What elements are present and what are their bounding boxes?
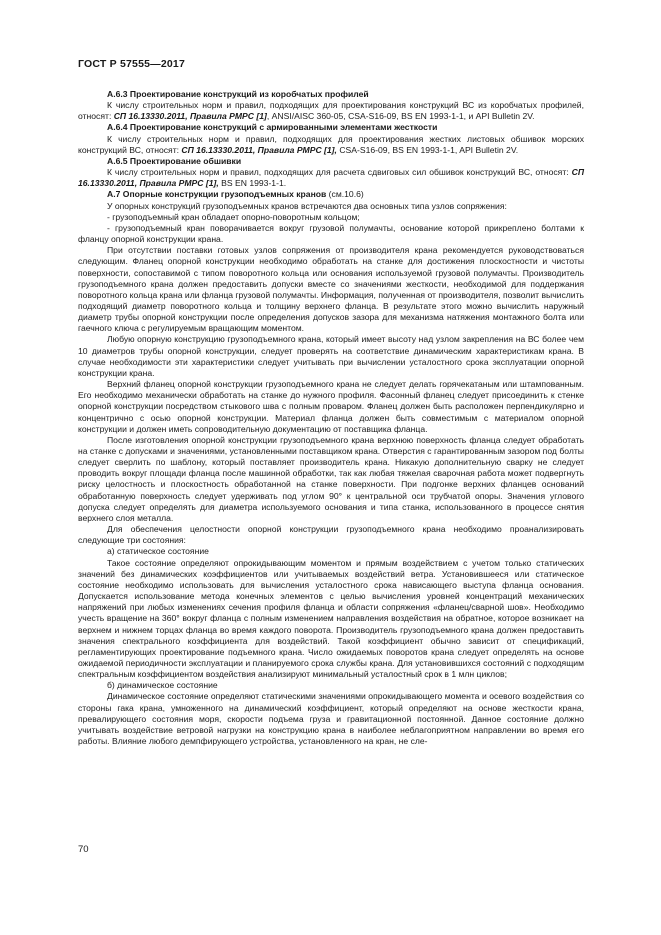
list-item: - грузоподъемный кран обладает опорно-поворотным кольцом; [107,211,360,222]
paragraph-a65: К числу строительных норм и правил, подходящих для расчета сдвиговых сил обшивок конструкций ВС, относят: СП 16.13330.2011, Правила РМРС [1], BS EN 1993-1-1. [78,167,584,189]
paragraph: Для обеспечения целостности опорной конструкции грузоподъемного крана необходимо проанализировать следующие три состояния: [78,524,584,546]
norm-refs: СП 16.13330.2011, Правила РМРС [1] [113,111,267,122]
section-heading-a63: А.6.3 Проектирование конструкций из коробчатых профилей [107,89,369,99]
paragraph: Любую опорную конструкцию грузоподъемного крана, который имеет высоту над узлом закрепления на ВС более чем 10 диаметров трубы опорной конструкции, следует проверять на соответствие динамическим характеристикам крана. В случае необходимости эти характеристики следует учитывать при вычислении усталостного срока эксплуатации опорной конструкции крана. [78,334,584,378]
page-number: 70 [78,844,89,855]
paragraph: Такое состояние определяют опрокидывающим моментом и прямым воздействием с учетом только статических значений без динамических коэффициентов или учитываемых воздействий ветра. Установившееся или статическое состояние необходимо использовать для вычисления усталостного срока нависающего выступа фланца основания. Допускается использование метода конечных элементов с целью вычисления уровней концентраций механических напряжений при любых изменениях сечения профиля фланца и области сопряжения «фланец/сварной шов». Необходимо учесть вращение на 360° вокруг фланца с полным изменением направления воздействия на обратное, которое возникает на верхнем и нижнем торцах фланца во время каждого поворота. Производитель грузоподъемного крана должен предоставить значения спектрального коэффициента для воздействий. Такой коэффициент обычно зависит от спецификаций, регламентирующих проектирование подъемного крана. Число ожидаемых поворотов крана следует определять на основе ожидаемой периодичности эксплуатации и планируемого срока службы крана. Для установившихся состояний с подходящим спектральным коэффициентом воздействия анализируют минимальный усталостный срок в 1 млн циклов; [78,557,584,680]
standard-header: ГОСТ Р 57555—2017 [78,58,186,70]
paragraph: Динамическое состояние определяют статическими значениями опрокидывающего момента и осевого воздействия со стороны гака крана, умноженного на динамический коэффициент, который определяют на основе жесткости крана, превалирующего состояния моря, скорости подъема груза и гравитационной постоянной. Данное состояние должно учитывать воздействие ветровой нагрузки на конструкцию крана в наиболее неблагоприятном направлении во время его работы. Влияние любого демпфирующего устройства, установленного на кран, не сле- [78,691,584,747]
paragraph: Верхний фланец опорной конструкции грузоподъемного крана не следует делать горячекатаным или штампованным. Его необходимо механически обработать на станке до нужного профиля. Фасонный фланец следует присоединить к стенке опорной конструкции посредством стыкового шва с полным проваром. Фланец должен быть расположен перпендикулярно и концентрично с осью опорной конструкции. Материал фланца должен быть совместимым с материалом опорной конструкции и должен иметь сопроводительную документацию от поставщика фланца. [78,379,584,434]
paragraph: У опорных конструкций грузоподъемных кранов встречаются два основных типа узлов сопряжения: [107,200,507,211]
paragraph-a63: К числу строительных норм и правил, подходящих для проектирования конструкций ВС из коробчатых профилей, относят: СП 16.13330.2011, Правила РМРС [1], ANSI/AISC 360-05, CSA-S16-09, BS EN 1993-1-1, и API Bulletin 2V. [78,100,584,122]
norm-refs: СП 16.13330.2011, Правила РМРС [1], [181,144,337,155]
section-heading-a64: А.6.4 Проектирование конструкций с армированными элементами жесткости [107,122,438,133]
paragraph: При отсутствии поставки готовых узлов сопряжения от производителя крана рекомендуется руководствоваться следующим. Фланец опорной конструкции необходимо обработать на станке для достижения плоскостности и чистоты поверхности, сопоставимой с типом поворотного кольца или основания используемой грузовой полумачты. Производитель грузоподъемного крана должен предоставить допуски вместе со значениями жесткости, необходимой для поддержания поворотного кольца крана или фланца грузовой полумачты. Информация, полученная от производителя, позволит вычислить подходящий диаметр поворотного кольца и толщину верхнего фланца. В результате этого можно вычислить наружный диаметр трубы опорной конструкции после определения допусков зазора для механизма натяжения монтажного болта или гаечного ключа с регулируемым вращающим моментом. [78,245,584,334]
paragraph: После изготовления опорной конструкции грузоподъемного крана верхнюю поверхность фланца следует обработать на станке с допусками и значениями, установленными поставщиком крана. Отверстия с гарантированным зазором под болты следует сверлить по шаблону, который поставляет производитель крана. Никакую дополнительную сварку не следует проводить вокруг площади фланца после машинной обработки, так как любая тяжелая сварочная работа может подвергнуть риску целостность и плоскостность обработанной на станке поверхности. При подгонке верхних фланцев оснований обработанную поверхность следует удерживать под углом 90° к центральной оси трубчатой опоры. Значения углового допуска следует определять для диаметра используемого основания и типа станка, использованного в процессе снятия верхнего слоя металла. [78,434,584,523]
state-label-dynamic: б) динамическое состояние [107,680,218,691]
norm-refs: СП 16.13330.2011, Правила РМРС [1], [78,167,584,189]
section-heading-a65: А.6.5 Проектирование обшивки [107,155,242,166]
section-heading-a7: А.7 Опорные конструкции грузоподъемных кранов (см.10.6) [107,189,364,200]
paragraph-a64: К числу строительных норм и правил, подходящих для проектирования жестких листовых обшивок морских конструкций ВС, относят: СП 16.13330.2011, Правила РМРС [1], CSA-S16-09, BS EN 1993-1-1, API Bulletin 2V. [78,133,584,155]
list-item: - грузоподъемный кран поворачивается вокруг грузовой полумачты, основание которой прикреплено болтами к фланцу опорной конструкции крана. [78,222,584,245]
state-label-static: а) статическое состояние [107,546,209,557]
document-body [78,89,584,747]
section-cross-ref: (см.10.6) [326,189,364,200]
